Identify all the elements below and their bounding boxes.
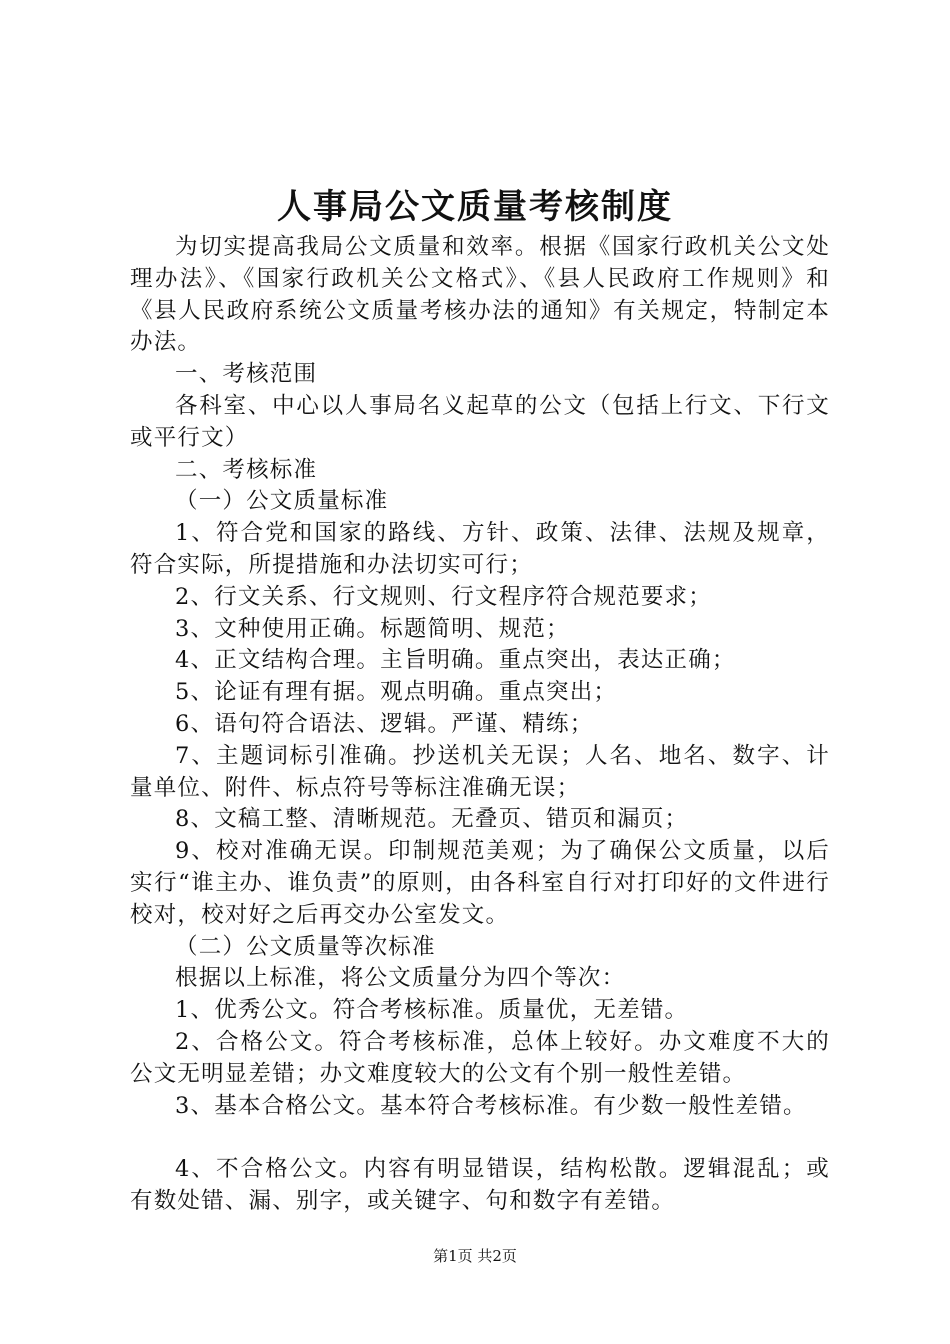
list-item: 3、基本合格公文。基本符合考核标准。有少数一般性差错。 (175, 1092, 807, 1119)
list-item: 7、主题词标引准确。抄送机关无误；人名、地名、数字、计量单位、附件、标点符号等标注准确无误； (130, 742, 830, 801)
list-item: 5、论证有理有据。观点明确。重点突出； (175, 679, 618, 706)
list-item: 2、行文关系、行文规则、行文程序符合规范要求； (175, 583, 712, 610)
paragraph-grades-intro: 根据以上标准，将公文质量分为四个等次： (175, 965, 626, 992)
list-item: 1、优秀公文。符合考核标准。质量优，无差错。 (175, 997, 689, 1024)
document-title: 人事局公文质量考核制度 (277, 187, 673, 227)
page-number: 第1页 共2页 (433, 1247, 517, 1265)
paragraph-scope: 各科室、中心以人事局名义起草的公文（包括上行文、下行文或平行文） (130, 392, 830, 451)
subsection-heading-grades: （二）公文质量等次标准 (175, 933, 436, 960)
list-item: 4、不合格公文。内容有明显错误，结构松散。逻辑混乱；或有数处错、漏、别字，或关键字、句和数字有差错。 (130, 1156, 830, 1214)
list-item: 2、合格公文。符合考核标准，总体上较好。办文难度不大的公文无明显差错；办文难度较大的公文有个别一般性差错。 (130, 1028, 830, 1087)
section-heading-standards: 二、考核标准 (175, 456, 318, 483)
list-item: 4、正文结构合理。主旨明确。重点突出，表达正确； (175, 647, 736, 674)
document-body (130, 232, 830, 1218)
subsection-heading-quality: （一）公文质量标准 (175, 488, 389, 515)
list-item: 6、语句符合语法、逻辑。严谨、精练； (175, 710, 594, 737)
list-item: 1、符合党和国家的路线、方针、政策、法律、法规及规章，符合实际，所提措施和办法切实可行； (130, 520, 830, 578)
list-item: 3、文种使用正确。标题简明、规范； (175, 615, 570, 642)
section-heading-scope: 一、考核范围 (175, 361, 318, 388)
list-item: 8、文稿工整、清晰规范。无叠页、错页和漏页； (175, 806, 689, 833)
paragraph-intro: 为切实提高我局公文质量和效率。根据《国家行政机关公文处理办法》、《国家行政机关公文格式》、《县人民政府工作规则》和《县人民政府系统公文质量考核办法的通知》有关规定，特制定本办法。 (130, 234, 830, 356)
list-item: 9、校对准确无误。印制规范美观；为了确保公文质量，以后实行“谁主办、谁负责”的原则，由各科室自行对打印好的文件进行校对，校对好之后再交办公室发文。 (130, 838, 830, 928)
